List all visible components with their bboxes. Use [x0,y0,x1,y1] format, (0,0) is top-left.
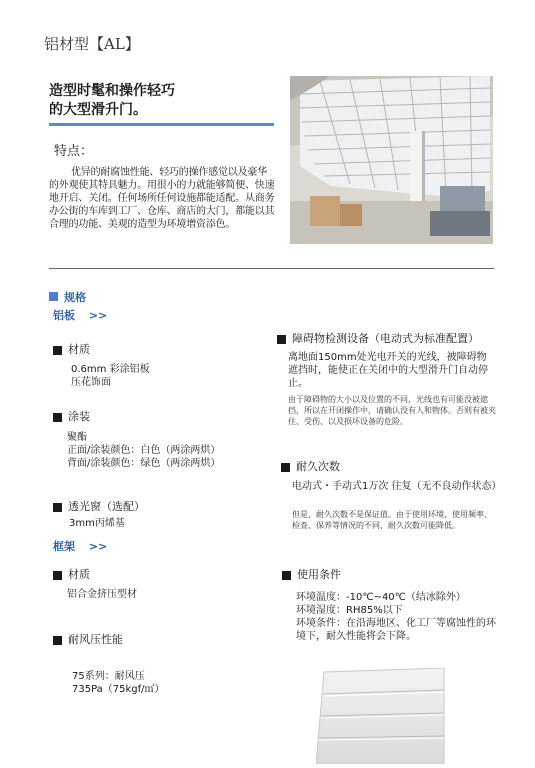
square-bullet-icon [53,571,62,580]
sensor-body: 离地面150mm处光电开关的光线，被障碍物遮挡时，能使正在关闭中的大型滑升门自动停止。 [288,352,488,389]
durability-body: 电动式・手动式1万次 往复（无不良动作状态） [292,481,502,492]
hero-underline [49,123,274,126]
aluminum-panel-image [316,668,446,764]
durability-heading [281,458,340,474]
spec-heading-label: 规格 [64,291,86,304]
conditions-line-2: 环境湿度：RH85%以下 [296,605,403,616]
wind-heading [53,631,123,647]
panel-arrow: >> [88,309,108,322]
frame-arrow: >> [88,540,108,553]
sensor-note: 由于障碍物的大小以及位置的不同，光线也有可能没被遮挡，所以在开闭操作中，请确认没有人和物体。否则有被夹住、受伤、以及损坏设备的危险。 [288,395,496,426]
coating-heading [53,408,90,424]
features-heading: 特点： [54,144,94,159]
square-bullet-icon [281,463,290,472]
frame-material-body: 铝合金挤压型材 [67,589,137,600]
garage-door-photo [290,76,493,244]
conditions-line-1: 环境温度：-10℃~40℃（结冰除外） [296,592,466,603]
frame-material-heading-label: 材质 [68,568,90,581]
coating-line-2: 正面/涂装颜色：白色（两涂两烘） [67,445,221,456]
hero-heading [49,82,175,120]
hero-line-2: 的大型滑升门。 [49,102,147,118]
wind-body [72,670,165,696]
sensor-heading-label: 障碍物检测设备（电动式为标准配置） [292,332,479,345]
durability-note: 但是，耐久次数不是保证值。由于使用环境、使用频率、检查、保养等情况的不同，耐久次数可能降低。 [292,510,492,530]
sensor-heading [277,330,497,346]
square-bullet-icon [53,413,62,422]
wind-line-2: 735Pa（75kgf/㎡） [72,684,165,695]
window-heading-label: 透光窗（选配） [68,500,145,513]
frame-subheading [53,538,107,554]
features-body: 优异的耐腐蚀性能、轻巧的操作感觉以及豪华的外观使其特具魅力。用很小的力就能够简便、快速地开启、关闭。任何场所任何设施都能适配。从商务办公街的车库到工厂、仓库、商店的大门，都能以其合理的功能、美观的造型为环境增资添色。 [49,167,275,230]
coating-line-3: 背面/涂装颜色：绿色（两涂两烘） [67,458,221,469]
frame-label: 框架 [53,540,75,553]
conditions-body [296,591,498,643]
frame-material-heading [53,566,90,582]
page-title: 铝材型【AL】 [44,35,140,53]
wind-heading-label: 耐风压性能 [68,633,123,646]
square-bullet-icon [53,346,62,355]
window-body: 3mm丙烯基 [69,518,125,529]
window-heading [53,498,145,514]
material-line-1: 0.6mm 彩涂铝板 [71,364,150,375]
durability-heading-label: 耐久次数 [296,460,340,473]
material-heading-label: 材质 [68,343,90,356]
hero-line-1: 造型时髦和操作轻巧 [49,83,175,99]
square-bullet-icon [277,335,286,344]
square-bullet-icon [53,636,62,645]
panel-subheading [53,307,107,323]
conditions-heading [282,566,341,582]
conditions-heading-label: 使用条件 [297,568,341,581]
square-bullet-icon [49,292,58,301]
conditions-line-3: 环境条件：在沿海地区、化工厂等腐蚀性的环境下，耐久性能将会下降。 [296,618,496,642]
material-line-2: 压花饰面 [71,377,111,388]
spec-heading [49,286,86,305]
coating-body [67,431,220,470]
material-body [71,363,150,389]
coating-heading-label: 涂装 [68,410,90,423]
coating-line-1: 聚酯 [67,432,87,443]
square-bullet-icon [53,503,62,512]
wind-line-1: 75系列：耐风压 [72,671,145,682]
material-heading [53,341,90,357]
square-bullet-icon [282,571,291,580]
section-divider [49,268,494,269]
panel-label: 铝板 [53,309,75,322]
